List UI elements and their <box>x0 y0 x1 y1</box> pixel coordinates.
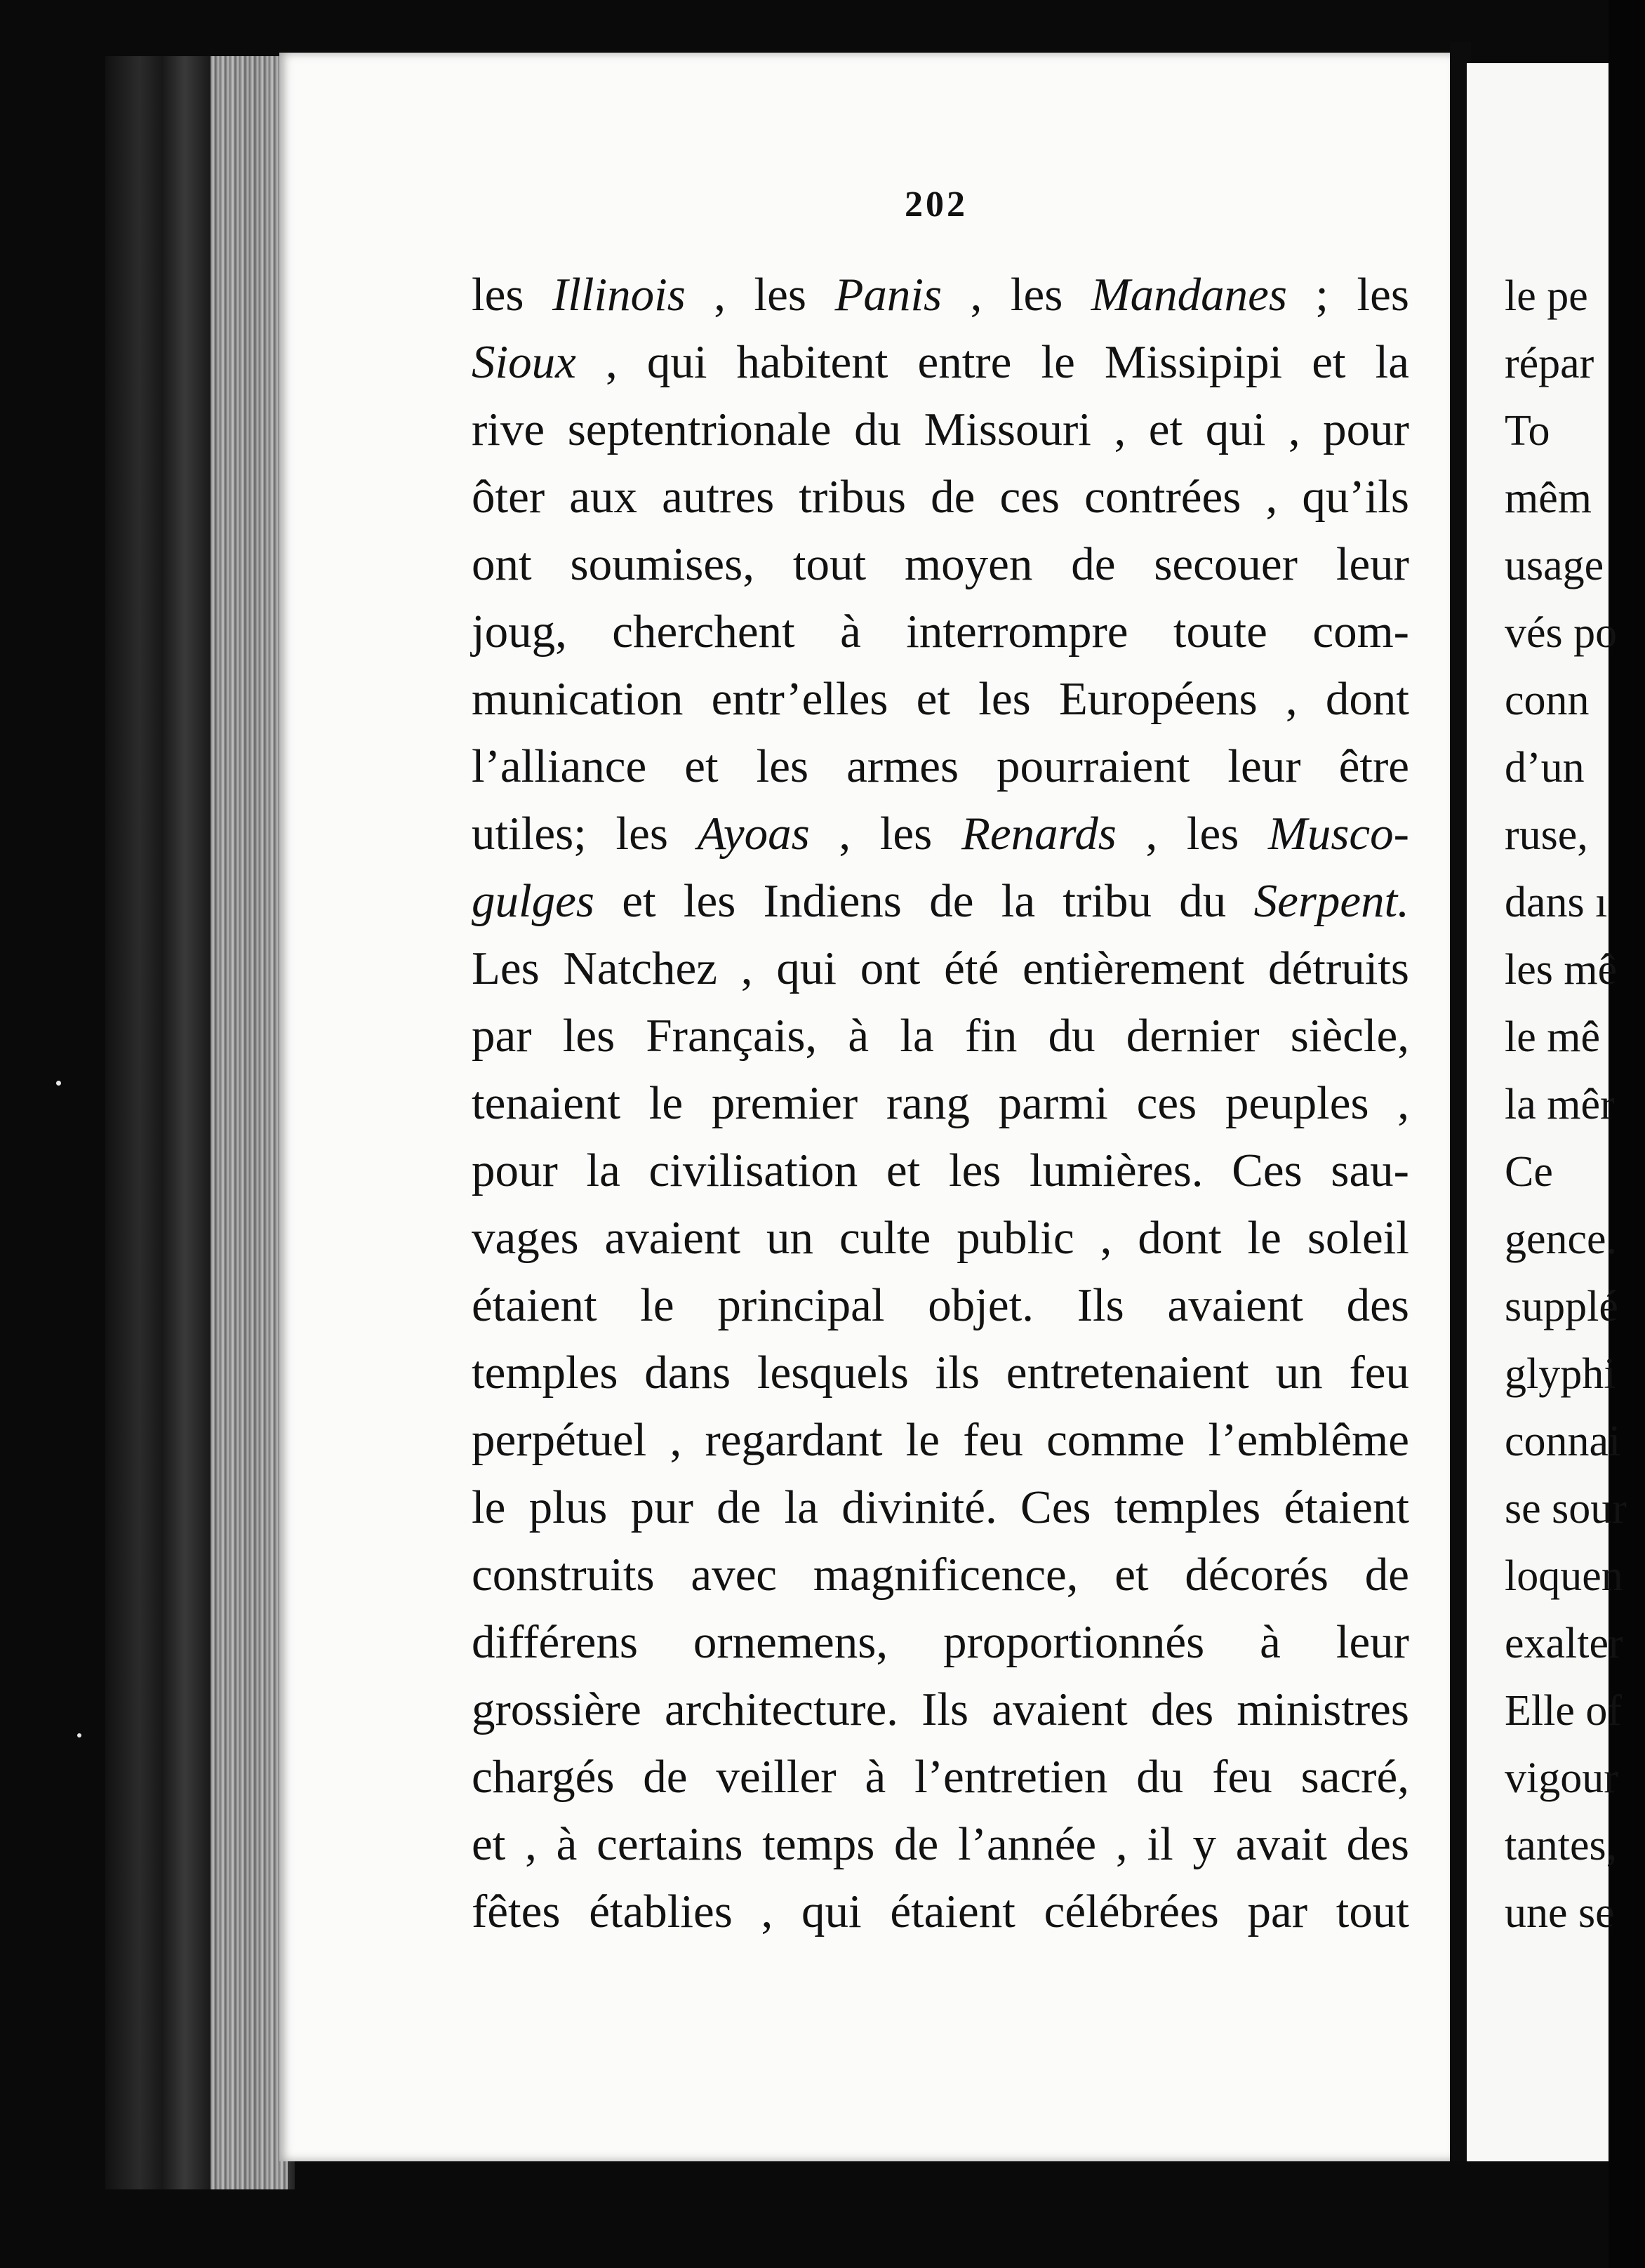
text-segment: utiles; les <box>472 808 698 860</box>
text-segment: ôter aux autres tribus de ces contrées , qu’ils <box>472 471 1409 523</box>
page-stack-edge <box>211 56 288 2189</box>
facing-text-line: le mê <box>1505 1013 1600 1061</box>
text-segment: , qui habitent entre le Missipipi et la <box>575 336 1409 388</box>
text-segment: différens ornemens, proportionnés à leur <box>472 1616 1409 1668</box>
italic-text: Illinois <box>552 269 686 321</box>
facing-text-line: loquen <box>1505 1552 1623 1600</box>
text-segment: les <box>472 269 552 321</box>
text-segment: par les Français, à la fin du dernier siècle, <box>472 1010 1409 1062</box>
text-segment: le plus pur de la divinité. Ces temples étaient <box>472 1481 1409 1533</box>
facing-text-line: d’un <box>1505 744 1585 792</box>
text-segment: rive septentrionale du Missouri , et qui , pour <box>472 403 1409 455</box>
text-segment: , les <box>1116 808 1269 860</box>
italic-text: Renards <box>961 808 1117 860</box>
text-segment: l’alliance et les armes pourraient leur être <box>472 740 1409 792</box>
text-line <box>472 1137 1409 1204</box>
facing-text-line: répar <box>1505 340 1594 387</box>
facing-text-line: Ce <box>1505 1148 1553 1196</box>
text-segment: pour la civilisation et les lumières. Ces sau- <box>472 1145 1409 1196</box>
text-segment: grossière architecture. Ils avaient des ministres <box>472 1683 1409 1735</box>
text-line <box>472 1406 1409 1474</box>
italic-text: Panis <box>834 269 943 321</box>
text-line <box>472 1810 1409 1878</box>
text-segment: fêtes établies , qui étaient célébrées par tout <box>472 1886 1409 1937</box>
italic-text: gulges <box>472 875 594 927</box>
text-segment: vages avaient un culte public , dont le soleil <box>472 1212 1409 1264</box>
text-segment: tenaient le premier rang parmi ces peuples , <box>472 1077 1409 1129</box>
facing-text-line: usage <box>1505 542 1604 589</box>
text-segment: construits avec magnificence, et décorés de <box>472 1549 1409 1601</box>
text-segment: temples dans lesquels ils entretenaient un feu <box>472 1347 1409 1399</box>
facing-text-line: les mê <box>1505 946 1618 994</box>
page-number: 202 <box>905 185 968 225</box>
text-line <box>472 1541 1409 1608</box>
facing-text-line: supplé <box>1505 1283 1618 1330</box>
page-text-block <box>472 261 1409 1945</box>
text-segment: , les <box>942 269 1091 321</box>
facing-text-line: exalter <box>1505 1620 1623 1667</box>
text-line <box>472 531 1409 598</box>
text-segment: chargés de veiller à l’entretien du feu sacré, <box>472 1751 1409 1803</box>
text-line <box>472 1676 1409 1743</box>
facing-text-line: la mêr <box>1505 1081 1615 1128</box>
text-line <box>472 1069 1409 1137</box>
text-line <box>472 598 1409 665</box>
text-line <box>472 1878 1409 1945</box>
facing-text-line: connai <box>1505 1418 1621 1465</box>
text-segment: , les <box>685 269 835 321</box>
text-line <box>472 1474 1409 1541</box>
facing-text-line: vigour <box>1505 1754 1618 1802</box>
facing-text-line: conn <box>1505 676 1590 724</box>
dust-speck <box>56 1081 61 1086</box>
text-segment: ont soumises, tout moyen de secouer leur <box>472 538 1409 590</box>
text-segment: ; les <box>1286 269 1409 321</box>
text-line <box>472 800 1409 867</box>
text-segment: et les Indiens de la tribu du <box>594 875 1254 927</box>
text-line <box>472 867 1409 935</box>
text-segment: munication entr’elles et les Européens , dont <box>472 673 1409 725</box>
facing-text-line: To <box>1505 407 1550 455</box>
text-segment: étaient le principal objet. Ils avaient des <box>472 1279 1409 1331</box>
text-segment: perpétuel , regardant le feu comme l’emblême <box>472 1414 1409 1466</box>
facing-text-line: Elle of <box>1505 1687 1622 1735</box>
facing-text-line: tantes, <box>1505 1822 1618 1869</box>
facing-text-line: vés po <box>1505 609 1618 657</box>
italic-text: Sioux <box>472 336 576 388</box>
italic-text: Musco- <box>1268 808 1409 860</box>
text-line <box>472 1204 1409 1272</box>
text-line <box>472 1743 1409 1810</box>
text-line <box>472 463 1409 531</box>
text-segment: joug, cherchent à interrompre toute com- <box>472 606 1409 658</box>
text-line <box>472 1272 1409 1339</box>
text-line <box>472 733 1409 800</box>
facing-page-text <box>1505 262 1645 1947</box>
text-line <box>472 261 1409 328</box>
italic-text: Ayoas <box>697 808 810 860</box>
text-line <box>472 1608 1409 1676</box>
text-line <box>472 328 1409 396</box>
dust-speck <box>77 1733 81 1737</box>
text-segment: et , à certains temps de l’année , il y avait des <box>472 1818 1409 1870</box>
facing-text-line: mêm <box>1505 474 1592 522</box>
italic-text: Serpent. <box>1253 875 1409 927</box>
text-segment: Les Natchez , qui ont été entièrement détruits <box>472 942 1409 994</box>
facing-text-line: ruse, <box>1505 811 1588 859</box>
text-line <box>472 1002 1409 1069</box>
facing-text-line: une se <box>1505 1889 1615 1937</box>
text-line <box>472 396 1409 463</box>
text-line <box>472 665 1409 733</box>
facing-text-line: glyphi <box>1505 1350 1616 1398</box>
facing-text-line: gence. <box>1505 1215 1618 1263</box>
text-line <box>472 1339 1409 1406</box>
text-line <box>472 935 1409 1002</box>
facing-text-line: se sour <box>1505 1485 1627 1533</box>
text-segment: , les <box>809 808 961 860</box>
facing-text-line: le pe <box>1505 272 1588 320</box>
facing-text-line: dans ı <box>1505 879 1608 926</box>
italic-text: Mandanes <box>1091 269 1287 321</box>
